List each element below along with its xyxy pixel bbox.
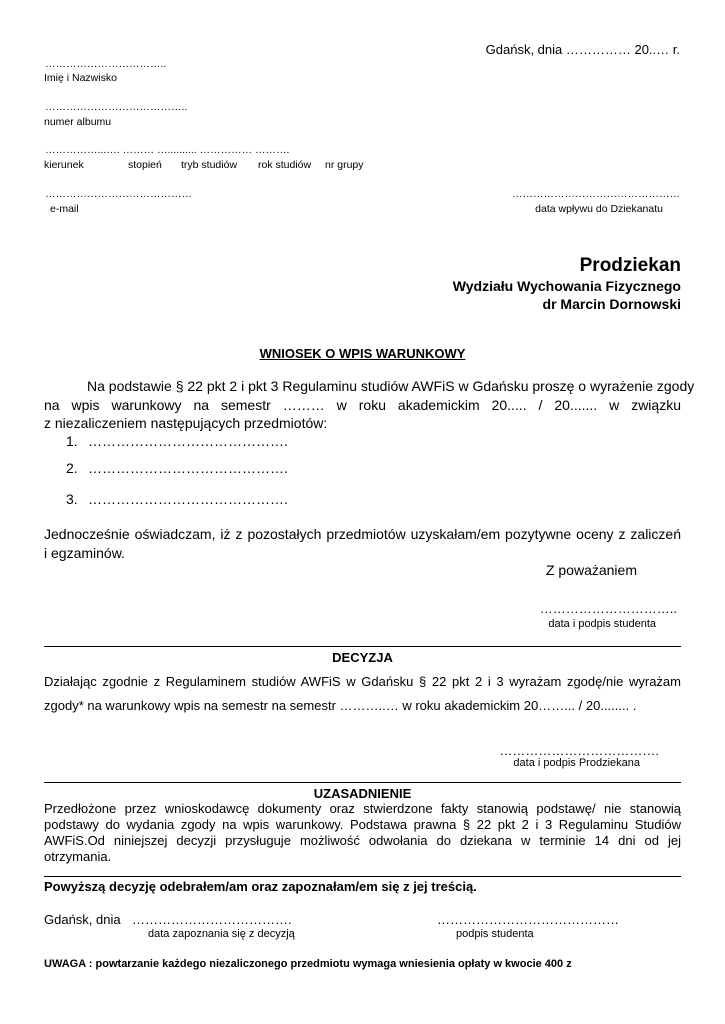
degree-label: stopień <box>128 159 162 171</box>
addressee-faculty: Wydziału Wychowania Fizycznego <box>452 278 681 294</box>
subject-dots-1: ……………………………………. <box>88 433 288 449</box>
album-label: numer albumu <box>44 116 112 128</box>
album-dots: ………………………………….. <box>45 101 188 113</box>
acknowledgement-signature-dots: …………………………………… <box>437 912 619 927</box>
acknowledgement-signature-label: podpis studenta <box>456 928 534 940</box>
email-label: e-mail <box>50 203 79 215</box>
field-label: kierunek <box>44 159 84 171</box>
dean-signature-label: data i podpis Prodziekana <box>513 757 640 769</box>
declaration-line1-text: Jednocześnie oświadczam, iż z pozostałych przedmiotów uzyskałam/em pozytywne oceny z zaliczeń <box>44 526 681 542</box>
divider-justification <box>44 782 681 783</box>
decision-line1 <box>44 674 681 689</box>
group-label: nr grupy <box>325 159 364 171</box>
study-year-label: rok studiów <box>258 159 312 171</box>
dean-signature-dots: ………………………………. <box>499 743 659 758</box>
application-intro-line3: z niezaliczeniem następujących przedmiotów: <box>44 415 328 431</box>
decision-line2: zgody* na warunkowy wpis na semestr na semestr ………..… w roku akademickim 20……... / 20........ . <box>44 698 637 713</box>
decision-title: DECYZJA <box>332 650 393 665</box>
study-mode-label: tryb studiów <box>181 159 238 171</box>
fee-note: UWAGA : powtarzanie każdego niezaliczonego przedmiotu wymaga wniesienia opłaty w kwocie 400 z <box>44 958 572 970</box>
acknowledgement-date-dots: ………………………………. <box>132 912 292 927</box>
name-dots: …………………………….. <box>45 58 167 70</box>
justification-text: Przedłożone przez wnioskodawcę dokumenty oraz stwierdzone fakty stanowią podstawę/ nie stanowią podstawy do wydania zgody na wpis warunkowy. Podstawa prawna § 22 pkt 2 i 3 Regulaminu Studiów AWFiS.Od niniejszej decyzji przysługuje możliwość odwołania do dziekana w terminie 14 dni od jej otrzymania. <box>44 801 681 864</box>
intro-line1-text: Na podstawie § 22 pkt 2 i pkt 3 Regulaminu studiów AWFiS w Gdańsku proszę o wyrażenie zgody <box>87 378 695 394</box>
decision-line1-text: Działając zgodnie z Regulaminem studiów AWFiS w Gdańsku § 22 pkt 2 i 3 wyrażam zgodę/nie wyrażam <box>44 674 681 689</box>
addressee-title: Prodziekan <box>579 255 681 276</box>
email-dots: …………………………………… <box>45 188 192 200</box>
justification-title: UZASADNIENIE <box>313 786 412 801</box>
divider-decision <box>44 646 681 647</box>
receipt-dots: ………………………………………… <box>512 188 680 200</box>
acknowledgement-statement: Powyższą decyzję odebrałem/am oraz zapoznałam/em się z jej treścią. <box>44 879 477 894</box>
name-label: Imię i Nazwisko <box>44 72 117 84</box>
subject-dots-3: ……………………………………. <box>88 491 288 507</box>
student-signature-label: data i podpis studenta <box>548 618 656 630</box>
addressee-person: dr Marcin Dornowski <box>542 296 681 312</box>
application-intro-line2 <box>44 397 681 413</box>
closing: Z poważaniem <box>545 562 637 578</box>
acknowledgement-place: Gdańsk, dnia <box>44 912 121 927</box>
subject-dots-2: ……………………………………. <box>88 460 288 476</box>
application-intro-line1 <box>87 378 695 394</box>
intro-line2-text: na wpis warunkowy na semestr ……… w roku akademickim 20..... / 20....... w związku <box>44 397 681 413</box>
place-date-line: Gdańsk, dnia …………… 20..… r. <box>485 42 680 57</box>
declaration-line1 <box>44 526 681 542</box>
divider-acknowledgement <box>44 876 681 877</box>
acknowledgement-date-label: data zapoznania się z decyzją <box>148 928 295 940</box>
subject-number-2: 2. <box>66 460 78 476</box>
study-dots: ……………...…. ……… ….......... …………… ………. <box>45 144 290 156</box>
student-signature-dots: ………………………….. <box>539 601 677 616</box>
application-title: WNIOSEK O WPIS WARUNKOWY <box>259 346 466 361</box>
subject-number-3: 3. <box>66 491 78 507</box>
receipt-label: data wpływu do Dziekanatu <box>535 203 663 215</box>
subject-number-1: 1. <box>66 433 78 449</box>
declaration-line2: i egzaminów. <box>44 545 125 561</box>
